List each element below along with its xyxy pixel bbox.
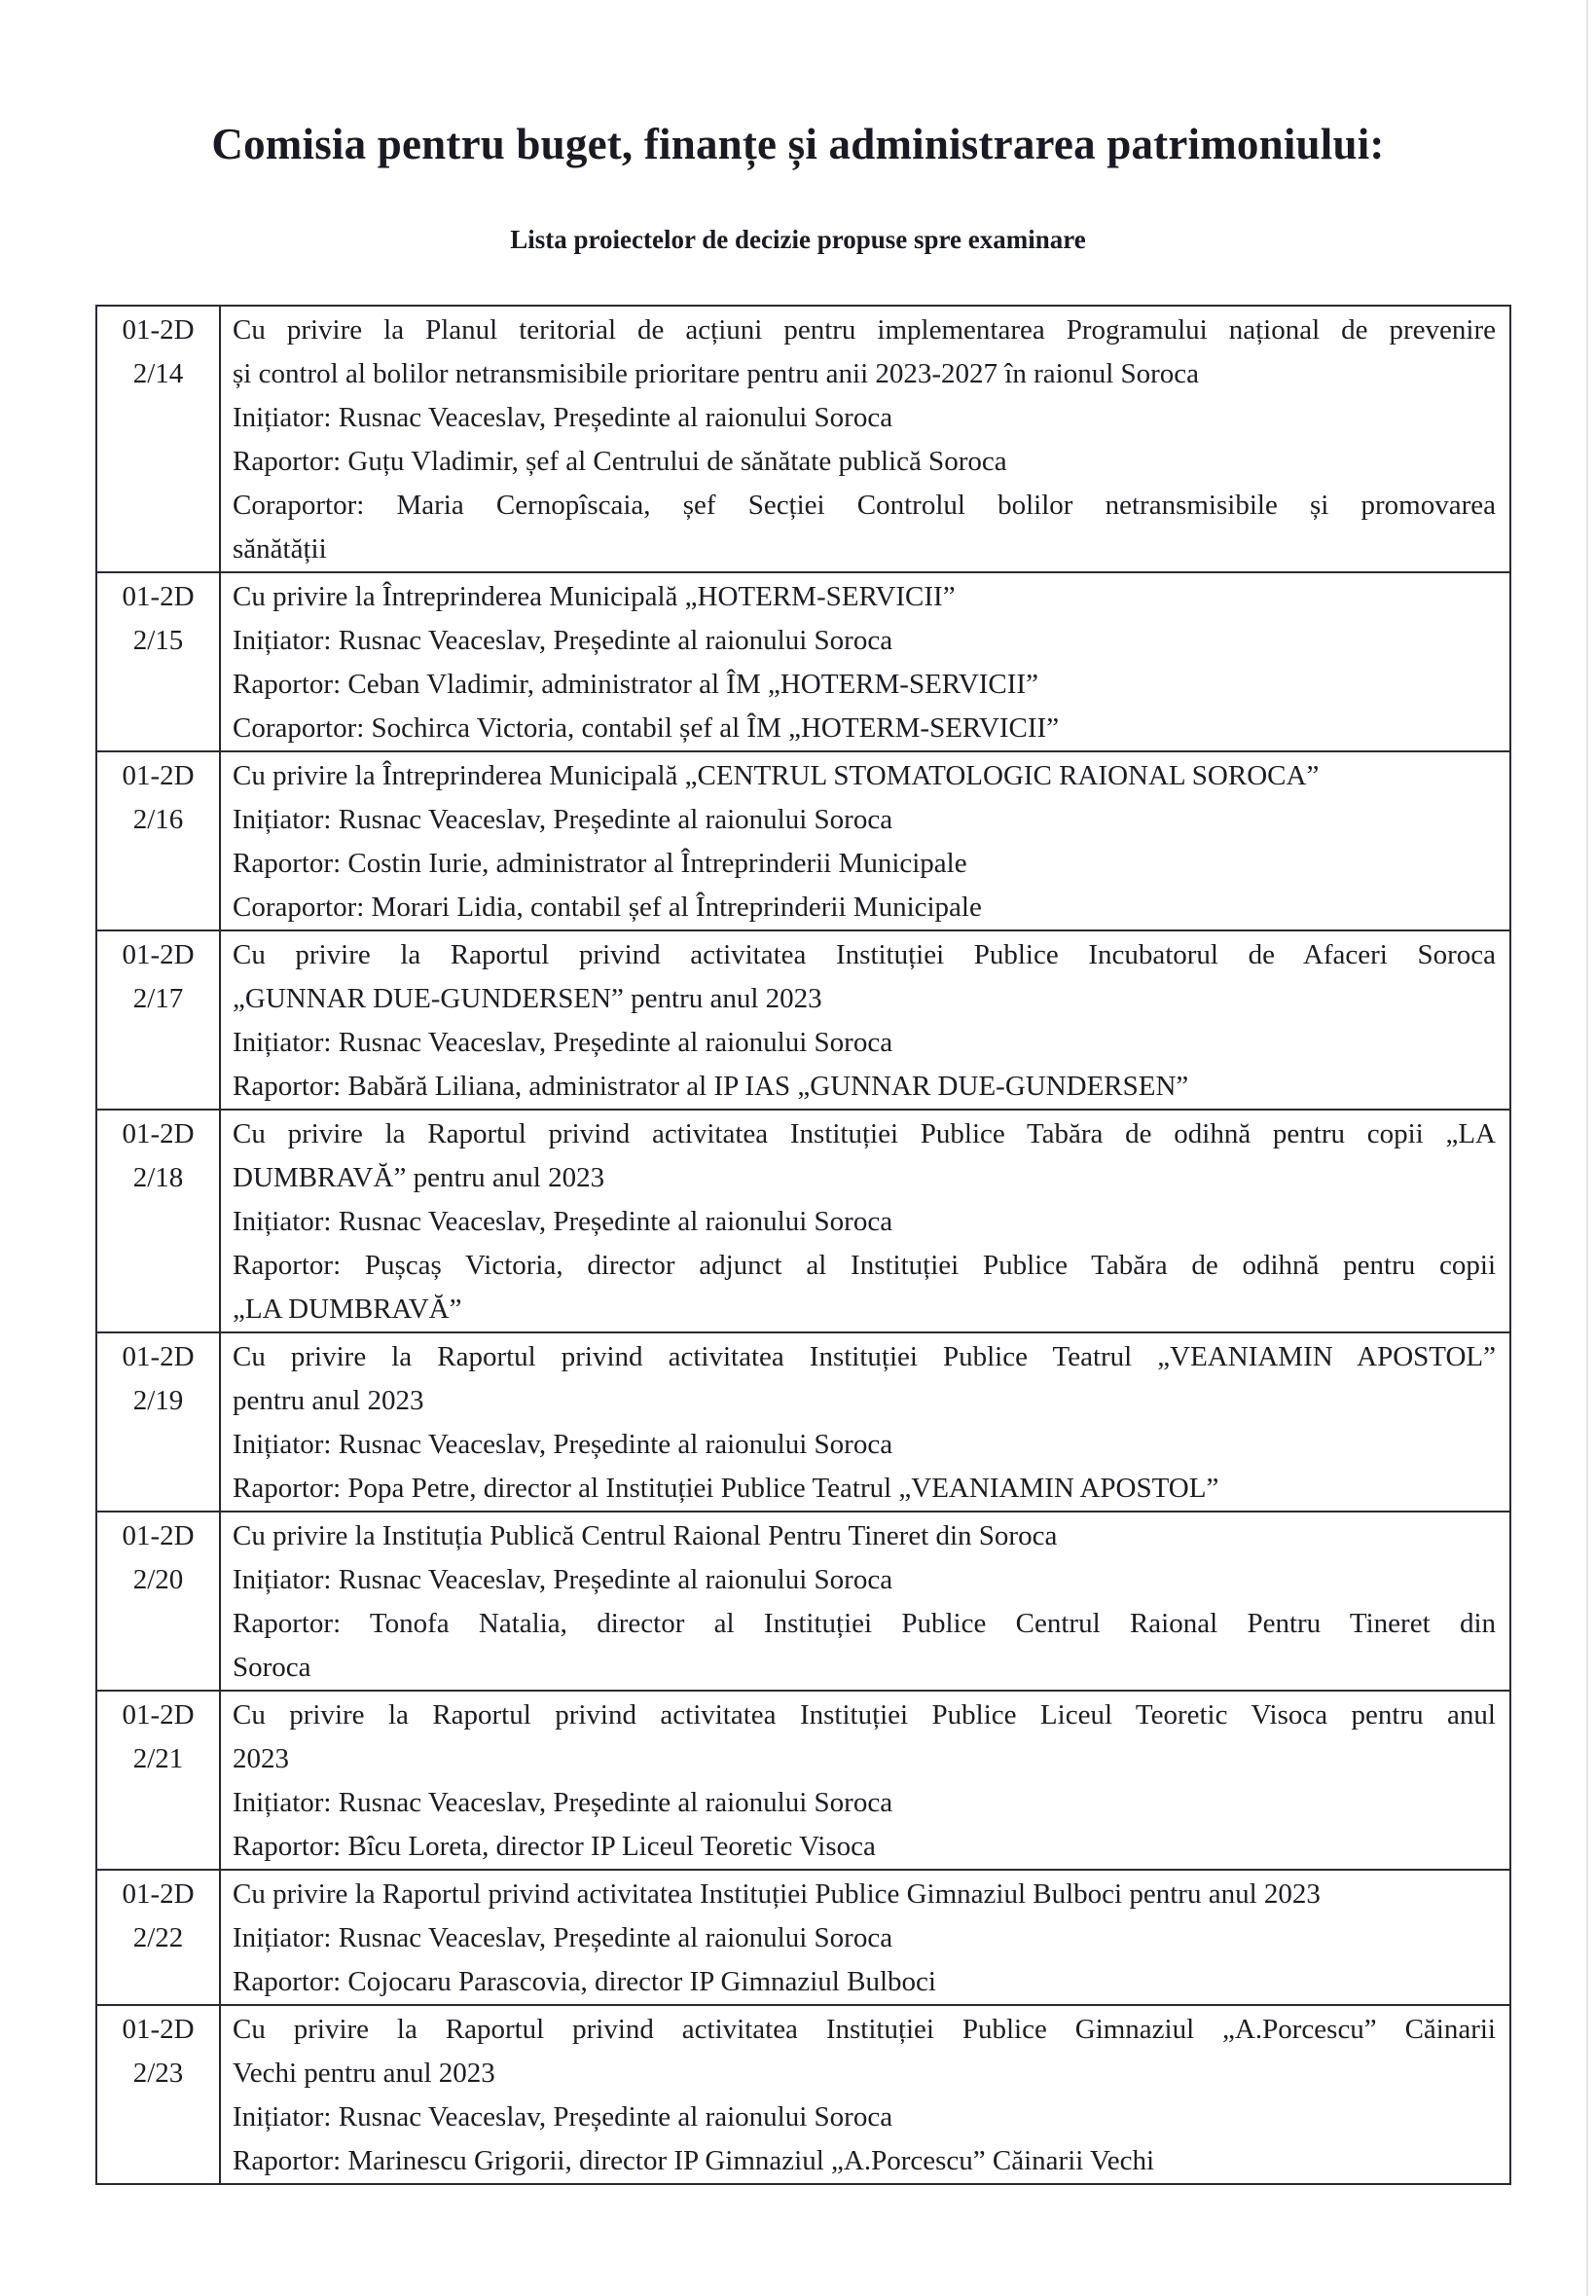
decision-subject-line: Cu privire la Întreprinderea Municipală „CENTRUL STOMATOLOGIC RAIONAL SOROCA”: [233, 760, 1320, 791]
registration-number: 2/17: [132, 983, 184, 1014]
initiator-line: Inițiator: Rusnac Veaceslav, Președinte al raionului Soroca: [233, 1564, 893, 1595]
table-row: [96, 2005, 1510, 2184]
table-row: [96, 1332, 1510, 1512]
registration-code: 01-2D: [122, 1699, 195, 1731]
decision-description-cell: [220, 1512, 1510, 1691]
decision-subject-line: Cu privire la Raportul privind activitatea Instituției Publice Teatrul „VEANIAMIN APOSTOL”: [233, 1341, 1496, 1372]
rapporteur-line: Raportor: Tonofa Natalia, director al Instituției Publice Centrul Raional Pentru Tineret din: [233, 1608, 1496, 1639]
co-rapporteur-line: Coraportor: Morari Lidia, contabil șef al Întreprinderii Municipale: [233, 892, 982, 923]
table-body: [96, 306, 1510, 2184]
decision-description-cell: [220, 751, 1510, 930]
decision-description-cell: [220, 2005, 1510, 2184]
rapporteur-line: Raportor: Guțu Vladimir, șef al Centrului de sănătate publică Soroca: [233, 446, 1007, 477]
table-row: [96, 930, 1510, 1110]
registration-code: 01-2D: [122, 1878, 195, 1910]
registration-number: 2/20: [132, 1564, 184, 1595]
registration-code: 01-2D: [122, 760, 195, 791]
table-row: [96, 1870, 1510, 2005]
registration-code: 01-2D: [122, 314, 195, 346]
registration-number: 2/18: [132, 1162, 184, 1193]
table-row: [96, 572, 1510, 751]
decision-subject-line: Cu privire la Raportul privind activitatea Instituției Publice Gimnaziul Bulboci pentru anul 2023: [233, 1878, 1321, 1910]
description-line: 2023: [233, 1743, 289, 1774]
decision-description-cell: [220, 572, 1510, 751]
rapporteur-line: Raportor: Costin Iurie, administrator al Întreprinderii Municipale: [233, 848, 967, 879]
registration-code: 01-2D: [122, 1341, 195, 1372]
initiator-line: Inițiator: Rusnac Veaceslav, Președinte al raionului Soroca: [233, 804, 893, 835]
description-line: și control al bolilor netransmisibile prioritare pentru anii 2023-2027 în raionul Soroca: [233, 358, 1200, 389]
decision-subject-line: Cu privire la Întreprinderea Municipală „HOTERM-SERVICII”: [233, 581, 956, 612]
table-row: [96, 1110, 1510, 1332]
table-row: [96, 1512, 1510, 1691]
registration-number-cell: [96, 1332, 220, 1512]
description-line: „GUNNAR DUE-GUNDERSEN” pentru anul 2023: [233, 983, 822, 1014]
registration-number: 2/22: [132, 1922, 184, 1953]
co-rapporteur-line: Coraportor: Sochirca Victoria, contabil șef al ÎM „HOTERM-SERVICII”: [233, 712, 1060, 744]
rapporteur-line: Raportor: Ceban Vladimir, administrator al ÎM „HOTERM-SERVICII”: [233, 669, 1038, 700]
decision-subject-line: Cu privire la Raportul privind activitatea Instituției Publice Tabăra de odihnă pentru copii „LA: [233, 1118, 1496, 1149]
draft-decisions-table: [95, 305, 1511, 2185]
registration-code: 01-2D: [122, 1520, 195, 1551]
registration-number: 2/21: [132, 1743, 184, 1774]
registration-number-cell: [96, 1691, 220, 1870]
decision-subject-line: Cu privire la Raportul privind activitatea Instituției Publice Gimnaziul „A.Porcescu” Căinarii: [233, 2014, 1496, 2045]
registration-code: 01-2D: [122, 2014, 195, 2045]
initiator-line: Inițiator: Rusnac Veaceslav, Președinte al raionului Soroca: [233, 1429, 893, 1460]
initiator-line: Inițiator: Rusnac Veaceslav, Președinte al raionului Soroca: [233, 1206, 893, 1237]
registration-number-cell: [96, 1512, 220, 1691]
rapporteur-line: Raportor: Marinescu Grigorii, director IP Gimnaziul „A.Porcescu” Căinarii Vechi: [233, 2145, 1155, 2176]
decision-subject-line: Cu privire la Raportul privind activitatea Instituției Publice Incubatorul de Afaceri Soroca: [233, 939, 1496, 970]
scan-edge-line: [1586, 0, 1588, 2296]
table-row: [96, 751, 1510, 930]
rapporteur-line: Raportor: Babără Liliana, administrator al IP IAS „GUNNAR DUE-GUNDERSEN”: [233, 1071, 1189, 1102]
registration-code: 01-2D: [122, 581, 195, 612]
decision-subject-line: Cu privire la Planul teritorial de acțiuni pentru implementarea Programului național de prevenire: [233, 314, 1496, 346]
registration-number-cell: [96, 1870, 220, 2005]
registration-number: 2/14: [132, 358, 184, 389]
registration-number-cell: [96, 306, 220, 572]
initiator-line: Inițiator: Rusnac Veaceslav, Președinte al raionului Soroca: [233, 402, 893, 433]
decision-subject-line: Cu privire la Instituția Publică Centrul Raional Pentru Tineret din Soroca: [233, 1520, 1058, 1551]
initiator-line: Inițiator: Rusnac Veaceslav, Președinte al raionului Soroca: [233, 1027, 893, 1058]
description-line: Vechi pentru anul 2023: [233, 2058, 495, 2089]
description-line: sănătății: [233, 533, 327, 565]
rapporteur-line: Raportor: Popa Petre, director al Instituției Publice Teatrul „VEANIAMIN APOSTOL”: [233, 1473, 1219, 1504]
description-line: pentru anul 2023: [233, 1385, 424, 1416]
decision-description-cell: [220, 306, 1510, 572]
registration-number-cell: [96, 751, 220, 930]
initiator-line: Inițiator: Rusnac Veaceslav, Președinte al raionului Soroca: [233, 625, 893, 656]
initiator-line: Inițiator: Rusnac Veaceslav, Președinte al raionului Soroca: [233, 2101, 893, 2132]
rapporteur-line: Raportor: Pușcaș Victoria, director adjunct al Instituției Publice Tabăra de odihnă pentru copii: [233, 1250, 1496, 1281]
registration-number: 2/19: [132, 1385, 184, 1416]
registration-number: 2/16: [132, 804, 184, 835]
registration-number-cell: [96, 930, 220, 1110]
table-row: [96, 1691, 1510, 1870]
rapporteur-line: Raportor: Bîcu Loreta, director IP Liceul Teoretic Visoca: [233, 1831, 876, 1862]
description-line: „LA DUMBRAVĂ”: [233, 1294, 462, 1325]
registration-code: 01-2D: [122, 1118, 195, 1149]
decision-description-cell: [220, 1870, 1510, 2005]
registration-number-cell: [96, 2005, 220, 2184]
registration-number: 2/23: [132, 2058, 184, 2089]
page-title: Comisia pentru buget, finanțe și administrarea patrimoniului:: [211, 120, 1385, 168]
decision-subject-line: Cu privire la Raportul privind activitatea Instituției Publice Liceul Teoretic Visoca pentru anul: [233, 1699, 1496, 1731]
description-line: Soroca: [233, 1652, 311, 1683]
table-row: [96, 306, 1510, 572]
decision-description-cell: [220, 1332, 1510, 1512]
initiator-line: Inițiator: Rusnac Veaceslav, Președinte al raionului Soroca: [233, 1922, 893, 1953]
decision-description-cell: [220, 930, 1510, 1110]
decision-description-cell: [220, 1110, 1510, 1332]
registration-number: 2/15: [132, 625, 184, 656]
rapporteur-line: Raportor: Cojocaru Parascovia, director IP Gimnaziul Bulboci: [233, 1966, 936, 1997]
registration-code: 01-2D: [122, 939, 195, 970]
page-subtitle: Lista proiectelor de decizie propuse spre examinare: [510, 225, 1086, 254]
registration-number-cell: [96, 572, 220, 751]
decision-description-cell: [220, 1691, 1510, 1870]
registration-number-cell: [96, 1110, 220, 1332]
initiator-line: Inițiator: Rusnac Veaceslav, Președinte al raionului Soroca: [233, 1787, 893, 1818]
description-line: DUMBRAVĂ” pentru anul 2023: [233, 1162, 605, 1193]
co-rapporteur-line: Coraportor: Maria Cernopîscaia, șef Secției Controlul bolilor netransmisibile și promovarea: [233, 490, 1496, 521]
